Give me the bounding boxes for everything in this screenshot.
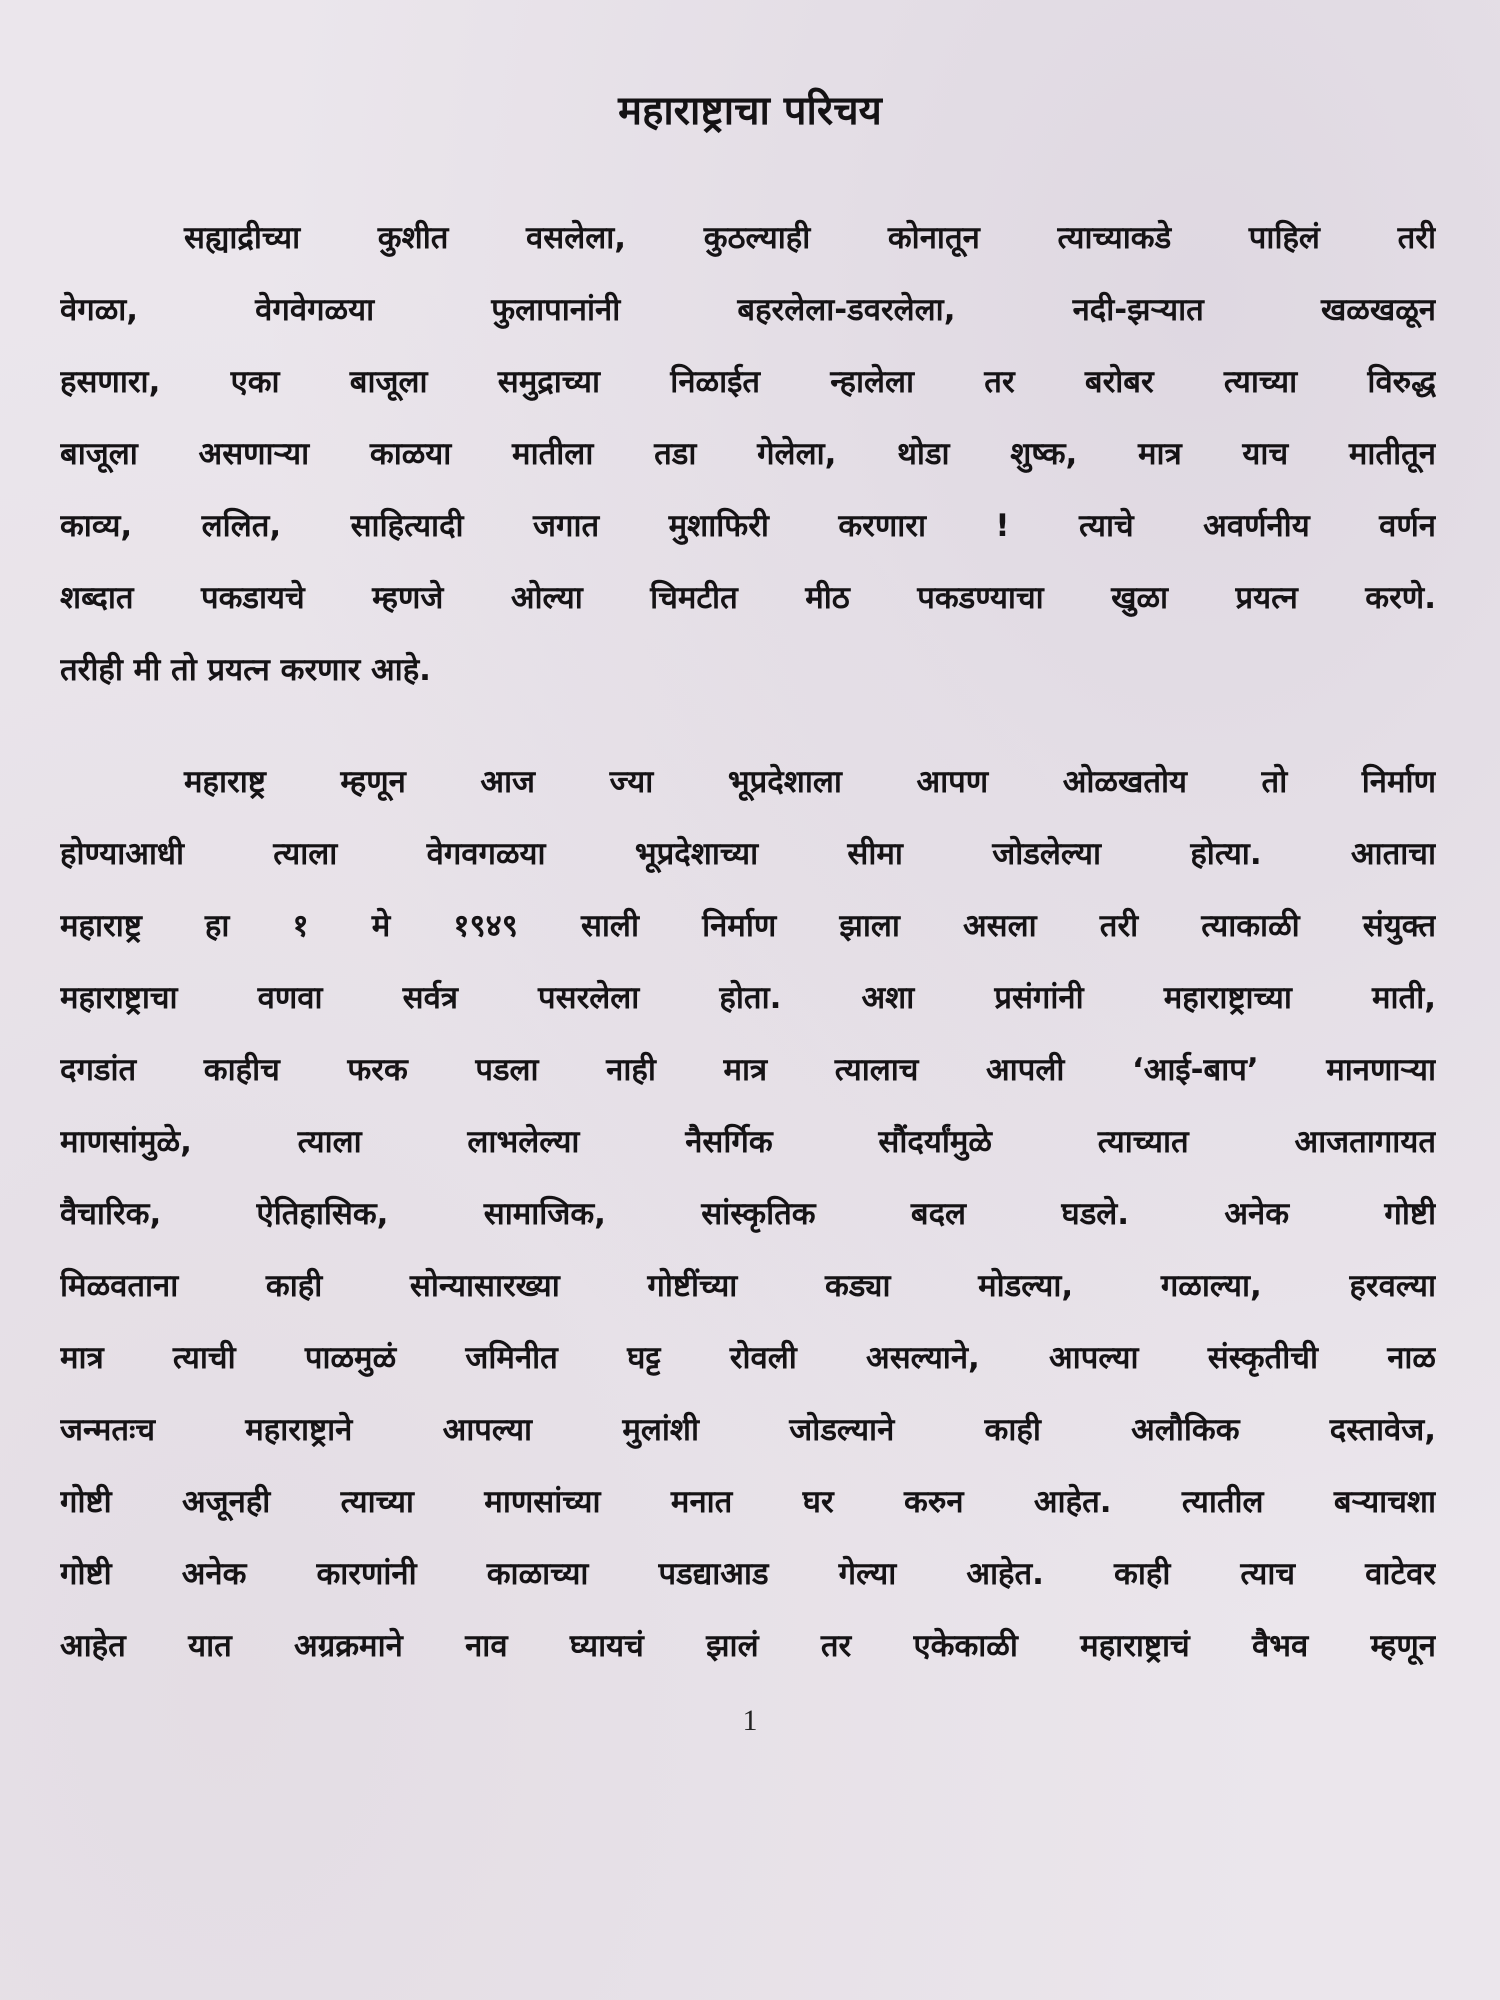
page-number: 1 xyxy=(742,1704,758,1737)
text-line: गोष्टी अजूनही त्याच्या माणसांच्या मनात घर करुन आहेत. त्यातील बऱ्याचशा xyxy=(60,1484,1436,1520)
text-line: तरीही मी तो प्रयत्न करणार आहे. xyxy=(60,652,431,688)
chapter-title: महाराष्ट्राचा परिचय xyxy=(618,88,882,134)
text-line: वेगळा, वेगवेगळया फुलापानांनी बहरलेला-डवरलेला, नदी-झऱ्यात खळखळून xyxy=(60,292,1436,328)
text-line: मिळवताना काही सोन्यासारख्या गोष्टींच्या कड्या मोडल्या, गळाल्या, हरवल्या xyxy=(60,1268,1436,1304)
text-line: महाराष्ट्राचा वणवा सर्वत्र पसरलेला होता. अशा प्रसंगांनी महाराष्ट्राच्या माती, xyxy=(60,980,1436,1016)
paragraph-2 xyxy=(60,746,1436,1682)
text-line: बाजूला असणाऱ्या काळया मातीला तडा गेलेला, थोडा शुष्क, मात्र याच मातीतून xyxy=(60,436,1436,472)
text-line: आहेत यात अग्रक्रमाने नाव घ्यायचं झालं तर एकेकाळी महाराष्ट्राचं वैभव म्हणून xyxy=(60,1628,1436,1664)
text-line: होण्याआधी त्याला वेगवगळया भूप्रदेशाच्या सीमा जोडलेल्या होत्या. आताचा xyxy=(60,836,1436,872)
text-line: महाराष्ट्र हा १ मे १९४९ साली निर्माण झाला असला तरी त्याकाळी संयुक्त xyxy=(60,908,1436,944)
text-line: मात्र त्याची पाळमुळं जमिनीत घट्ट रोवली असल्याने, आपल्या संस्कृतीची नाळ xyxy=(60,1340,1436,1376)
text-line: महाराष्ट्र म्हणून आज ज्या भूप्रदेशाला आपण ओळखतोय तो निर्माण xyxy=(184,764,1436,800)
text-line: काव्य, ललित, साहित्यादी जगात मुशाफिरी करणारा ! त्याचे अवर्णनीय वर्णन xyxy=(60,508,1436,544)
text-line: वैचारिक, ऐतिहासिक, सामाजिक, सांस्कृतिक बदल घडले. अनेक गोष्टी xyxy=(60,1196,1436,1232)
text-line: सह्याद्रीच्या कुशीत वसलेला, कुठल्याही कोनातून त्याच्याकडे पाहिलं तरी xyxy=(184,220,1436,256)
text-line: जन्मतःच महाराष्ट्राने आपल्या मुलांशी जोडल्याने काही अलौकिक दस्तावेज, xyxy=(60,1412,1436,1448)
text-line: शब्दात पकडायचे म्हणजे ओल्या चिमटीत मीठ पकडण्याचा खुळा प्रयत्न करणे. xyxy=(60,580,1436,616)
text-line: हसणारा, एका बाजूला समुद्राच्या निळाईत न्हालेला तर बरोबर त्याच्या विरुद्ध xyxy=(60,364,1436,400)
text-line: गोष्टी अनेक कारणांनी काळाच्या पडद्याआड गेल्या आहेत. काही त्याच वाटेवर xyxy=(60,1556,1436,1592)
text-line: माणसांमुळे, त्याला लाभलेल्या नैसर्गिक सौंदर्यांमुळे त्याच्यात आजतागायत xyxy=(60,1124,1436,1160)
paragraph-1 xyxy=(60,202,1436,706)
text-line: दगडांत काहीच फरक पडला नाही मात्र त्यालाच आपली ‘आई-बाप’ मानणाऱ्या xyxy=(60,1052,1436,1088)
